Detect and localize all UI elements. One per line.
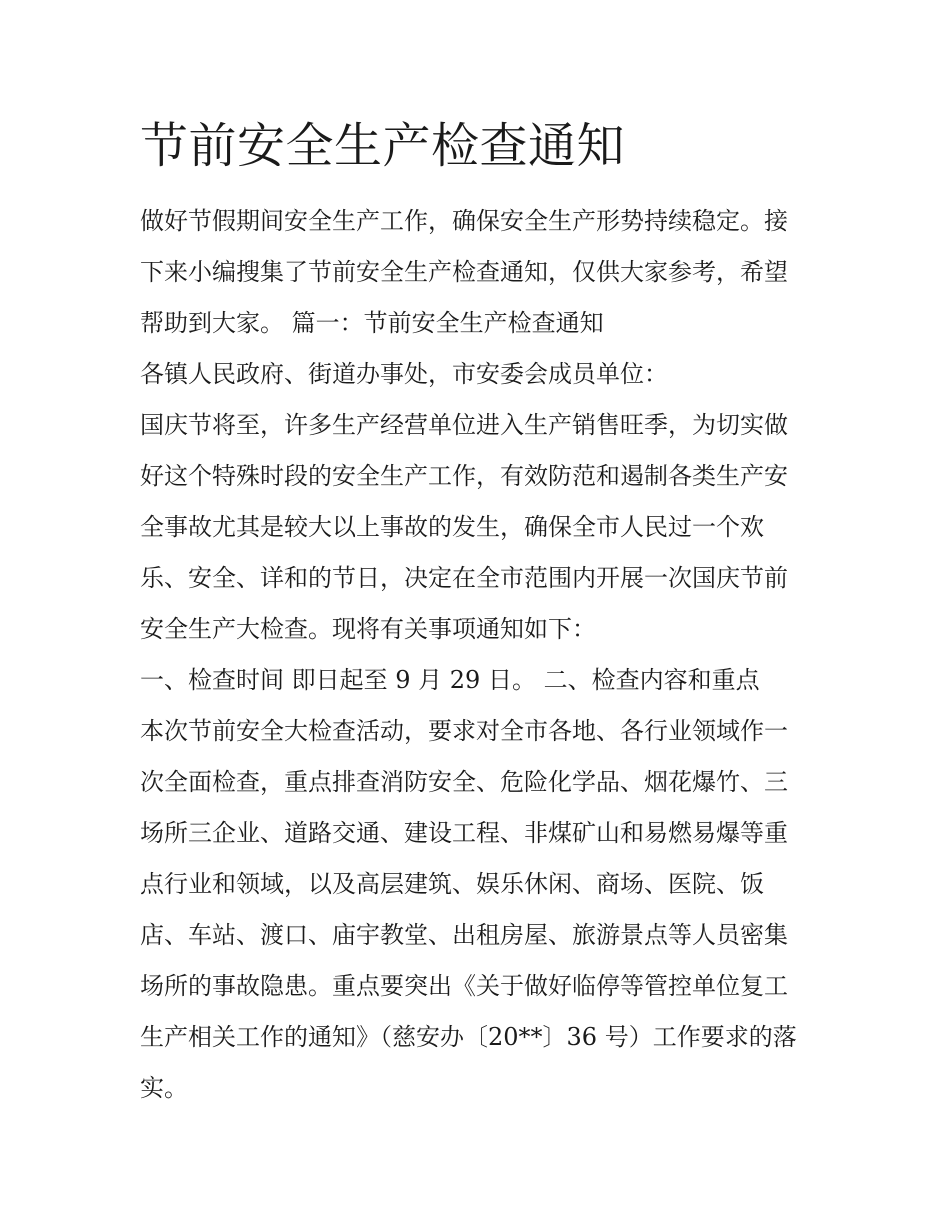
body-line-2: 下来小编搜集了节前安全生产检查通知，仅供大家参考，希望 — [140, 258, 788, 286]
body-line-4: 各镇人民政府、街道办事处，市安委会成员单位： — [140, 360, 668, 388]
body-line-18: 实。 — [140, 1074, 188, 1102]
body-line-6: 好这个特殊时段的安全生产工作，有效防范和遏制各类生产安 — [140, 462, 788, 490]
body-line-16: 场所的事故隐患。重点要突出《关于做好临停等管控单位复工 — [140, 972, 788, 1000]
body-line-14: 点行业和领域，以及高层建筑、娱乐休闲、商场、医院、饭 — [140, 870, 764, 898]
body-line-1: 做好节假期间安全生产工作，确保安全生产形势持续稳定。接 — [140, 207, 788, 235]
body-line-8: 乐、安全、详和的节日，决定在全市范围内开展一次国庆节前 — [140, 564, 788, 592]
body-line-10: 一、检查时间 即日起至 9 月 29 日。 二、检查内容和重点 — [140, 666, 760, 694]
body-line-9: 安全生产大检查。现将有关事项通知如下： — [140, 615, 596, 643]
body-line-17: 生产相关工作的通知》（慈安办〔20**〕36 号）工作要求的落 — [140, 1023, 797, 1051]
body-line-3: 帮助到大家。 篇一：节前安全生产检查通知 — [140, 309, 604, 337]
body-line-13: 场所三企业、道路交通、建设工程、非煤矿山和易燃易爆等重 — [140, 819, 788, 847]
document-title: 节前安全生产检查通知 — [140, 118, 626, 174]
body-line-15: 店、车站、渡口、庙宇教堂、出租房屋、旅游景点等人员密集 — [140, 921, 788, 949]
body-line-11: 本次节前安全大检查活动，要求对全市各地、各行业领域作一 — [140, 717, 788, 745]
body-line-5: 国庆节将至，许多生产经营单位进入生产销售旺季，为切实做 — [140, 411, 788, 439]
body-line-12: 次全面检查，重点排查消防安全、危险化学品、烟花爆竹、三 — [140, 768, 788, 796]
body-line-7: 全事故尤其是较大以上事故的发生，确保全市人民过一个欢 — [140, 513, 764, 541]
